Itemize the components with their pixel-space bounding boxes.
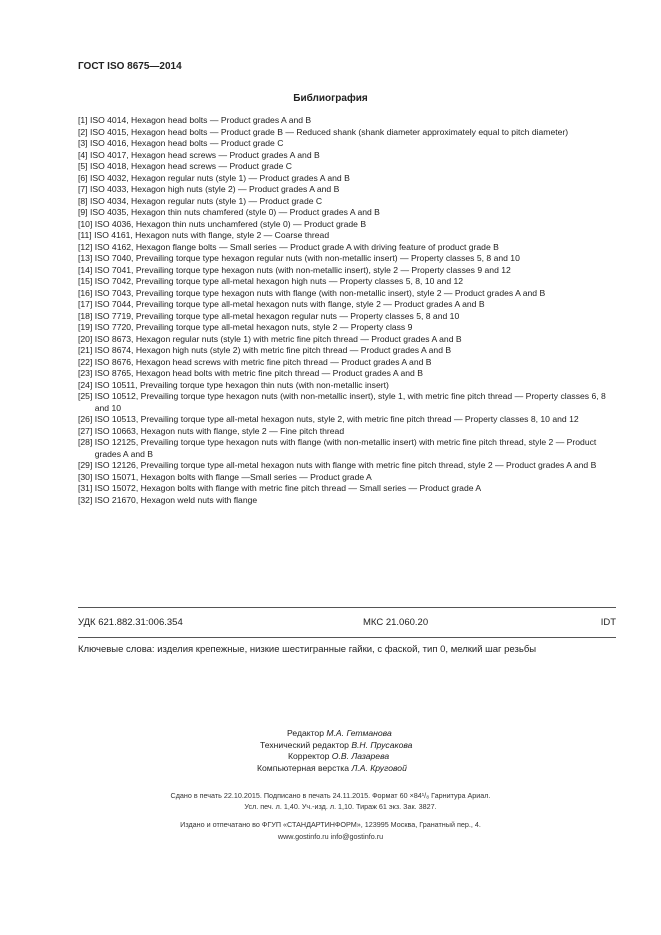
reference-text: ISO 7720, Prevailing torque type all-metal hexagon nuts, style 2 — Property class 9 [94,322,413,332]
credit-name: Л.А. Круговой [351,762,407,773]
reference-text: ISO 4036, Hexagon thin nuts unchamfered (style 0) — Product grade B [94,218,367,229]
reference-item [78,322,616,334]
reference-item [78,345,616,357]
reference-item [78,242,616,254]
reference-item [78,414,616,426]
credit-role: Технический редактор [260,739,349,750]
reference-text: ISO 15072, Hexagon bolts with flange with metric fine pitch thread — Small series — Product grade A [94,483,482,493]
publisher-contacts: www.gostinfo.ru info@gostinfo.ru [277,832,384,841]
divider-line [78,607,616,608]
credit-role: Корректор [288,751,330,761]
credit-editor [255,728,412,740]
reference-text: ISO 8673, Hexagon regular nuts (style 1) with metric fine pitch thread — Product grades A and B [94,333,462,344]
reference-number: [23] [78,368,95,378]
imprint-line: Усл. печ. л. 1,40. Уч.-изд. л. 1,10. Тираж 61 экз. Зак. 3827. [244,802,437,811]
reference-text: ISO 4161, Hexagon nuts with flange, style 2 — Coarse thread [94,230,330,240]
reference-text: ISO 4035, Hexagon thin nuts chamfered (style 0) — Product grades A and B [89,207,380,217]
reference-text: ISO 10513, Prevailing torque type all-metal hexagon nuts, style 2, with metric fine pitch thread — Property classes 8, 10 and 12 [94,414,579,424]
reference-number: [32] [78,494,95,505]
reference-text: ISO 12125, Prevailing torque type hexagon nuts with flange (with non-metallic insert) with metric fine pitch thread, style 2 — Product grades A and B [94,437,597,459]
reference-number: [2] [78,126,90,137]
reference-item [78,184,616,196]
credits-block [255,728,412,774]
reference-text: ISO 12126, Prevailing torque type all-metal hexagon nuts with flange with metric fine pitch thread, style 2 — Product grades A and B [94,460,597,470]
reference-text: ISO 7043, Prevailing torque type hexagon nuts with flange (with non-metallic insert), style 2 — Product grades A and B [94,287,546,298]
reference-text: ISO 4162, Hexagon flange bolts — Small series — Product grade A with driving feature of product grade B [94,241,499,252]
keywords: Ключевые слова: изделия крепежные, низкие шестигранные гайки, с фаской, тип 0, мелкий шаг резьбы [78,644,537,655]
reference-number: [13] [78,253,95,263]
reference-item [78,115,616,127]
reference-item [78,173,616,185]
idt-label: IDT [600,617,616,628]
reference-text: ISO 4018, Hexagon head screws — Product grade C [89,161,293,171]
reference-number: [19] [78,322,95,332]
reference-item [78,380,616,392]
reference-item [78,483,616,495]
credit-tech-editor [255,740,412,752]
reference-item [78,196,616,208]
credit-name: В.Н. Прусакова [351,739,413,750]
reference-number: [8] [78,195,90,206]
reference-number: [9] [78,207,90,217]
reference-item [78,127,616,139]
reference-item [78,311,616,323]
reference-item [78,391,616,414]
reference-item [78,460,616,472]
reference-text: ISO 10663, Hexagon nuts with flange, style 2 — Fine pitch thread [94,425,345,436]
udc-code: УДК 621.882.31:006.354 [78,617,183,628]
reference-number: [1] [78,115,90,125]
reference-number: [16] [78,287,95,298]
classification-row [78,617,616,628]
reference-number: [28] [78,437,95,447]
reference-text: ISO 7041, Prevailing torque type hexagon nuts (with non-metallic insert), style 2 — Property classes 9 and 12 [94,264,511,275]
reference-number: [25] [78,391,95,401]
reference-item [78,299,616,311]
imprint-line: Сдано в печать 22.10.2015. Подписано в печать 24.11.2015. Формат 60 ×84¹/₈ Гарнитура Ариал. [170,791,491,800]
reference-list [78,115,616,506]
reference-text: ISO 21670, Hexagon weld nuts with flange [94,494,258,505]
reference-text: ISO 8676, Hexagon head screws with metric fine pitch thread — Product grades A and B [94,356,432,367]
credit-role: Редактор [287,728,324,738]
reference-number: [3] [78,138,90,148]
reference-item [78,230,616,242]
reference-text: ISO 10511, Prevailing torque type hexagon thin nuts (with non-metallic insert) [94,379,389,390]
reference-item [78,334,616,346]
reference-number: [20] [78,333,95,344]
reference-item [78,288,616,300]
reference-number: [24] [78,379,95,390]
reference-number: [11] [78,230,95,240]
reference-number: [4] [78,149,90,160]
reference-text: ISO 10512, Prevailing torque type hexagon nuts (with non-metallic insert), style 1, with metric fine pitch thread — Property classes 6, 8 and 10 [94,391,606,413]
reference-text: ISO 4032, Hexagon regular nuts (style 1) — Product grades A and B [89,172,350,183]
reference-item [78,472,616,484]
divider-line [78,637,616,638]
reference-text: ISO 8674, Hexagon high nuts (style 2) with metric fine pitch thread — Product grades A and B [94,345,452,355]
reference-item [78,265,616,277]
credit-layout [255,763,412,775]
publisher-info [0,819,661,843]
credit-corrector [255,751,412,763]
reference-text: ISO 7044, Prevailing torque type all-metal hexagon nuts with flange, style 2 — Product grades A and B [94,299,485,309]
reference-number: [22] [78,356,95,367]
reference-text: ISO 4015, Hexagon head bolts — Product grade B — Reduced shank (shank diameter approximately equal to pitch diameter) [89,126,569,137]
reference-number: [5] [78,161,90,171]
bibliography-title: Библиография [293,93,368,104]
reference-text: ISO 15071, Hexagon bolts with flange —Small series — Product grade A [94,471,372,482]
reference-item [78,368,616,380]
reference-number: [7] [78,184,90,194]
reference-item [78,276,616,288]
reference-item [78,495,616,507]
reference-number: [26] [78,414,95,424]
reference-item [78,426,616,438]
credit-name: О.В. Лазарева [331,751,390,761]
reference-item [78,150,616,162]
reference-number: [12] [78,241,95,252]
reference-number: [15] [78,276,95,286]
reference-number: [30] [78,471,95,482]
credit-role: Компьютерная верстка [257,762,350,773]
reference-item [78,357,616,369]
document-id: ГОСТ ISO 8675—2014 [78,61,182,72]
reference-text: ISO 4033, Hexagon high nuts (style 2) — Product grades A and B [89,184,340,194]
reference-item [78,437,616,460]
reference-text: ISO 4016, Hexagon head bolts — Product grade C [89,138,284,148]
reference-number: [17] [78,299,95,309]
reference-number: [18] [78,310,95,321]
reference-number: [10] [78,218,95,229]
reference-text: ISO 4034, Hexagon regular nuts (style 1) — Product grade C [89,195,323,206]
reference-text: ISO 4014, Hexagon head bolts — Product grades A and B [89,115,312,125]
reference-text: ISO 7042, Prevailing torque type all-metal hexagon high nuts — Property classes 5, 8, 10 and 12 [94,276,464,286]
reference-item [78,207,616,219]
reference-text: ISO 8765, Hexagon head bolts with metric fine pitch thread — Product grades A and B [94,368,423,378]
reference-item [78,161,616,173]
publisher-address: Издано и отпечатано во ФГУП «СТАНДАРТИНФОРМ», 123995 Москва, Гранатный пер., 4. [180,820,481,829]
reference-number: [31] [78,483,95,493]
reference-number: [6] [78,172,90,183]
mks-code: МКС 21.060.20 [363,617,429,628]
reference-text: ISO 7719, Prevailing torque type all-metal hexagon regular nuts — Property classes 5, 8 and 10 [94,310,460,321]
print-imprint [0,790,661,812]
reference-item [78,253,616,265]
reference-number: [14] [78,264,95,275]
reference-number: [29] [78,460,95,470]
credit-name: М.А. Гетманова [326,728,392,738]
reference-number: [21] [78,345,95,355]
reference-text: ISO 7040, Prevailing torque type hexagon regular nuts (with non-metallic insert) — Property classes 5, 8 and 10 [94,253,520,263]
reference-item [78,138,616,150]
reference-item [78,219,616,231]
reference-text: ISO 4017, Hexagon head screws — Product grades A and B [89,149,320,160]
reference-number: [27] [78,425,95,436]
